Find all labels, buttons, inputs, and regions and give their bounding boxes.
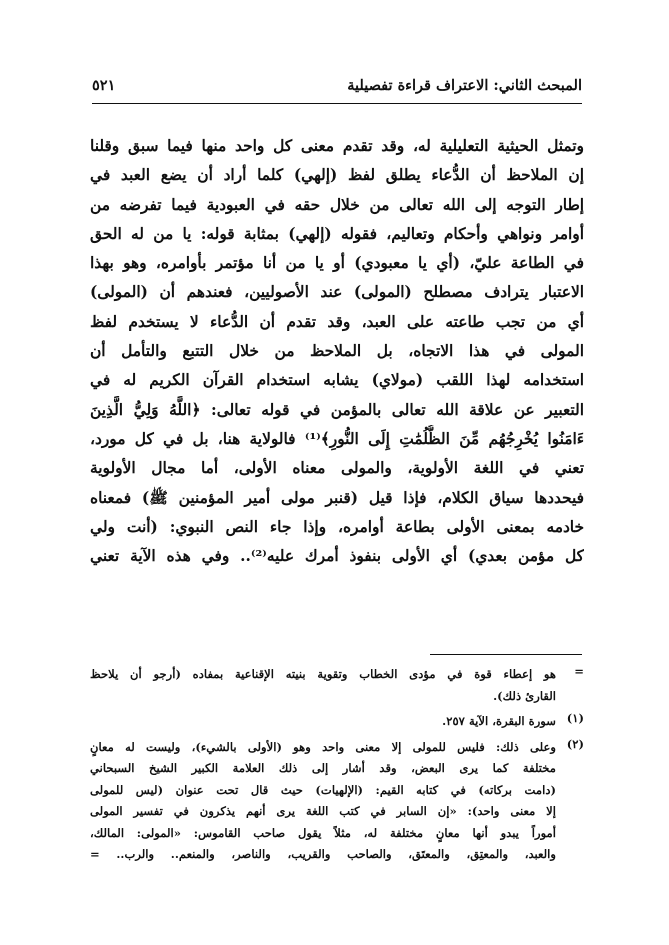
running-header — [92, 70, 582, 100]
text-line: استخدامه لهذا اللقب (مولاي) يشابه استخدام القرآن الكريم له في — [90, 371, 584, 390]
text-line: تعني في اللغة الأولوية، والمولى معناه الأولى، أما مجال الأولوية — [90, 459, 584, 478]
text-line: كل مؤمن بعدي) أي الأولى بنفوذ أمرك عليه⁽²⁾.. وفي هذه الآية تعني — [90, 547, 584, 566]
text-line: المولى في هذا الاتجاه، بل الملاحظ من خلال التتبع والتأمل أن — [90, 342, 584, 361]
text-line: أوامر ونواهي وأحكام وتعاليم، فقوله (إلهي) بمثابة قوله: يا من له الحق — [90, 224, 584, 243]
footnote-2 — [90, 737, 584, 866]
text-line: إن الملاحظ أن الدُّعاء يطلق لفظ (إلهي) كلما أراد أن يضع العبد في — [90, 166, 584, 185]
footnote-line: أموراً يبدو أنها معانٍ مختلفة له، مثلاً يقول صاحب القاموس: «المولى: المالك، — [90, 825, 556, 840]
text-line: خادمه بمعنى الأولى بطاعة أوامره، وإذا جاء النص النبوي: (أنت ولي — [90, 517, 584, 536]
footnote-divider — [430, 654, 582, 655]
footnote-mark: (٢) — [566, 736, 584, 751]
text-line: إطار التوجه إلى الله تعالى من خلال حقه في العبودية فيما تفرضه من — [90, 195, 584, 214]
footnote-mark: = — [574, 664, 584, 678]
text-line: الاعتبار يترادف مصطلح (المولى) عند الأصوليين، فعندهم أن (المولى) — [90, 283, 584, 302]
footnote-line: وعلى ذلك: فليس للمولى إلا معنى واحد وهو (الأولى بالشيء)، وليست له معانٍ — [90, 739, 556, 754]
footnote-line: القارئ ذلك). — [493, 688, 556, 703]
text-line: وتمثل الحيثية التعليلية له، وقد تقدم معنى كل واحد منها فيما سبق وقلنا — [90, 137, 584, 155]
page-number: ٥٢١ — [92, 76, 116, 94]
footnote-line: مختلفة كما يرى البعض، وقد أشار إلى ذلك العلامة الكبير الشيخ السبحاني — [90, 761, 556, 775]
chapter-title: المبحث الثاني: الاعتراف قراءة تفصيلية — [347, 76, 582, 94]
main-text — [90, 132, 584, 571]
text-line: أي من تجب طاعته على العبد، وقد تقدم أن الدُّعاء لا يستخدم لفظ — [90, 312, 584, 331]
text-line: فيحددها سياق الكلام، فإذا قيل (قنبر مولى أمير المؤمنين ﷺ) فمعناه — [90, 488, 584, 507]
header-divider — [92, 103, 582, 104]
footnote-line: والعبد، والمعتِق، والمعتَق، والصاحب والقريب، والناصر، والمنعم.. والرب.. = — [90, 847, 556, 861]
text-line: في الطاعة عليّ، (أي يا معبودي) أو يا من أنا مؤتمر بأوامره، وهو بهذا — [90, 254, 584, 273]
footnotes — [90, 664, 584, 870]
footnote-line: سورة البقرة، الآية ٢٥٧. — [442, 714, 556, 728]
footnote-mark: (١) — [566, 711, 584, 725]
footnote-line: هو إعطاء قوة في مؤدى الخطاب وتقوية بنيته الإقناعية بمفاده (أرجو أن يلاحظ — [90, 667, 556, 681]
text-line: ءَامَنُوا يُخْرِجُهُم مِّنَ الظُّلُمَٰتِ إِلَى النُّورِ﴾⁽¹⁾ فالولاية هنا، بل في كل مورد، — [90, 429, 584, 448]
footnote-continuation — [90, 664, 584, 707]
footnote-line: (دامت بركاته) في كتابه القيم: (الإلهيات) حيث قال تحت عنوان (ليس للمولى — [90, 782, 556, 797]
text-line: التعبير عن علاقة الله تعالى بالمؤمن في قوله تعالى: ﴿اللَّهُ وَلِيُّ الَّذِينَ — [90, 400, 584, 419]
footnote-1 — [90, 711, 584, 733]
footnote-line: إلا معنى واحد): «إن السابر في كتب اللغة يرى أنهم يذكرون في تفسير المولى — [90, 804, 556, 818]
